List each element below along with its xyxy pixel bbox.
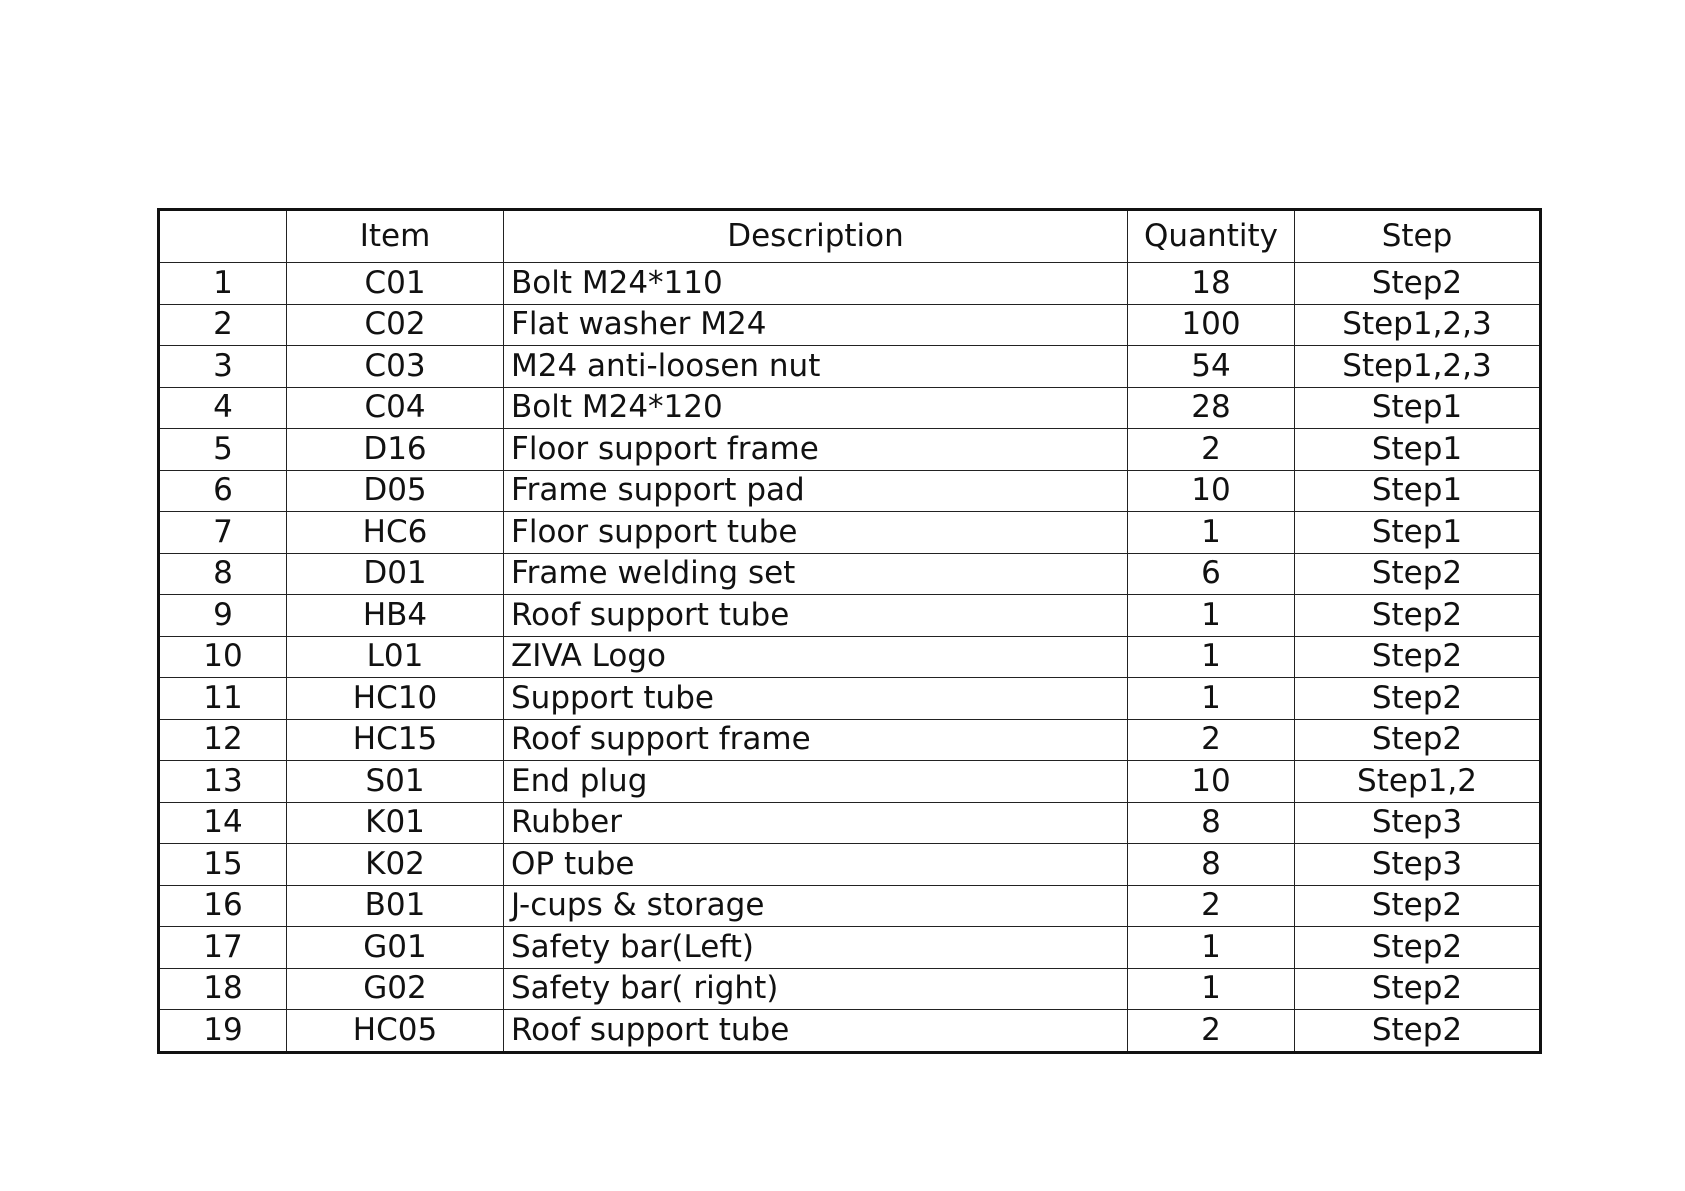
- description-cell: Support tube: [504, 678, 1128, 720]
- item-code-cell: HC05: [287, 1010, 504, 1053]
- item-code-cell: C04: [287, 387, 504, 429]
- item-code-cell: L01: [287, 636, 504, 678]
- quantity-cell: 2: [1128, 719, 1295, 761]
- item-code-cell: K01: [287, 802, 504, 844]
- quantity-cell: 8: [1128, 802, 1295, 844]
- table-row: [159, 1010, 1541, 1053]
- description-cell: OP tube: [504, 844, 1128, 886]
- step-cell: Step1,2,3: [1295, 304, 1541, 346]
- step-cell: Step2: [1295, 885, 1541, 927]
- step-cell: Step2: [1295, 595, 1541, 637]
- quantity-cell: 10: [1128, 761, 1295, 803]
- step-cell: Step3: [1295, 802, 1541, 844]
- quantity-cell: 1: [1128, 968, 1295, 1010]
- step-cell: Step1,2: [1295, 761, 1541, 803]
- description-cell: Frame welding set: [504, 553, 1128, 595]
- item-code-cell: HC15: [287, 719, 504, 761]
- step-cell: Step3: [1295, 844, 1541, 886]
- table-row: [159, 304, 1541, 346]
- table-row: [159, 885, 1541, 927]
- row-number-cell: 14: [159, 802, 287, 844]
- row-number-cell: 6: [159, 470, 287, 512]
- row-number-cell: 13: [159, 761, 287, 803]
- quantity-cell: 2: [1128, 1010, 1295, 1053]
- table-row: [159, 595, 1541, 637]
- step-cell: Step1: [1295, 387, 1541, 429]
- row-number-cell: 1: [159, 263, 287, 305]
- item-code-cell: C03: [287, 346, 504, 388]
- header-row: [159, 210, 1541, 263]
- row-number-cell: 18: [159, 968, 287, 1010]
- quantity-cell: 6: [1128, 553, 1295, 595]
- description-cell: Floor support frame: [504, 429, 1128, 471]
- row-number-cell: 12: [159, 719, 287, 761]
- description-cell: Roof support frame: [504, 719, 1128, 761]
- description-cell: Frame support pad: [504, 470, 1128, 512]
- description-cell: Roof support tube: [504, 1010, 1128, 1053]
- description-cell: J-cups & storage: [504, 885, 1128, 927]
- step-cell: Step1: [1295, 512, 1541, 554]
- description-cell: Roof support tube: [504, 595, 1128, 637]
- table-row: [159, 636, 1541, 678]
- description-cell: Safety bar( right): [504, 968, 1128, 1010]
- description-cell: ZIVA Logo: [504, 636, 1128, 678]
- item-code-cell: G02: [287, 968, 504, 1010]
- item-code-cell: K02: [287, 844, 504, 886]
- row-number-cell: 4: [159, 387, 287, 429]
- quantity-cell: 2: [1128, 885, 1295, 927]
- quantity-cell: 1: [1128, 636, 1295, 678]
- description-cell: Floor support tube: [504, 512, 1128, 554]
- table-row: [159, 553, 1541, 595]
- description-cell: Rubber: [504, 802, 1128, 844]
- table-header: [159, 210, 1541, 263]
- parts-list-table: [157, 208, 1542, 1054]
- table-row: [159, 844, 1541, 886]
- quantity-cell: 28: [1128, 387, 1295, 429]
- row-number-cell: 19: [159, 1010, 287, 1053]
- step-cell: Step1: [1295, 470, 1541, 512]
- item-code-cell: S01: [287, 761, 504, 803]
- row-number-cell: 8: [159, 553, 287, 595]
- table-row: [159, 678, 1541, 720]
- header-number: [159, 210, 287, 263]
- item-code-cell: HC10: [287, 678, 504, 720]
- step-cell: Step2: [1295, 263, 1541, 305]
- quantity-cell: 1: [1128, 927, 1295, 969]
- quantity-cell: 1: [1128, 678, 1295, 720]
- item-code-cell: C02: [287, 304, 504, 346]
- quantity-cell: 1: [1128, 512, 1295, 554]
- description-cell: Flat washer M24: [504, 304, 1128, 346]
- quantity-cell: 10: [1128, 470, 1295, 512]
- quantity-cell: 54: [1128, 346, 1295, 388]
- step-cell: Step2: [1295, 927, 1541, 969]
- row-number-cell: 9: [159, 595, 287, 637]
- step-cell: Step2: [1295, 636, 1541, 678]
- item-code-cell: D01: [287, 553, 504, 595]
- table-row: [159, 263, 1541, 305]
- quantity-cell: 18: [1128, 263, 1295, 305]
- row-number-cell: 3: [159, 346, 287, 388]
- row-number-cell: 16: [159, 885, 287, 927]
- table-row: [159, 802, 1541, 844]
- table-row: [159, 927, 1541, 969]
- row-number-cell: 7: [159, 512, 287, 554]
- table-row: [159, 719, 1541, 761]
- step-cell: Step2: [1295, 968, 1541, 1010]
- header-description: Description: [504, 210, 1128, 263]
- step-cell: Step1: [1295, 429, 1541, 471]
- description-cell: M24 anti-loosen nut: [504, 346, 1128, 388]
- item-code-cell: D05: [287, 470, 504, 512]
- step-cell: Step2: [1295, 719, 1541, 761]
- table-row: [159, 761, 1541, 803]
- description-cell: Bolt M24*110: [504, 263, 1128, 305]
- row-number-cell: 2: [159, 304, 287, 346]
- row-number-cell: 11: [159, 678, 287, 720]
- table-row: [159, 512, 1541, 554]
- row-number-cell: 17: [159, 927, 287, 969]
- step-cell: Step2: [1295, 1010, 1541, 1053]
- item-code-cell: HC6: [287, 512, 504, 554]
- header-item: Item: [287, 210, 504, 263]
- table-row: [159, 968, 1541, 1010]
- table-row: [159, 470, 1541, 512]
- table-row: [159, 387, 1541, 429]
- quantity-cell: 1: [1128, 595, 1295, 637]
- item-code-cell: D16: [287, 429, 504, 471]
- description-cell: Safety bar(Left): [504, 927, 1128, 969]
- item-code-cell: HB4: [287, 595, 504, 637]
- table-row: [159, 346, 1541, 388]
- description-cell: End plug: [504, 761, 1128, 803]
- item-code-cell: C01: [287, 263, 504, 305]
- row-number-cell: 10: [159, 636, 287, 678]
- quantity-cell: 2: [1128, 429, 1295, 471]
- step-cell: Step1,2,3: [1295, 346, 1541, 388]
- item-code-cell: B01: [287, 885, 504, 927]
- quantity-cell: 100: [1128, 304, 1295, 346]
- header-quantity: Quantity: [1128, 210, 1295, 263]
- item-code-cell: G01: [287, 927, 504, 969]
- row-number-cell: 15: [159, 844, 287, 886]
- quantity-cell: 8: [1128, 844, 1295, 886]
- step-cell: Step2: [1295, 678, 1541, 720]
- table-row: [159, 429, 1541, 471]
- step-cell: Step2: [1295, 553, 1541, 595]
- row-number-cell: 5: [159, 429, 287, 471]
- table-body: [159, 263, 1541, 1053]
- header-step: Step: [1295, 210, 1541, 263]
- description-cell: Bolt M24*120: [504, 387, 1128, 429]
